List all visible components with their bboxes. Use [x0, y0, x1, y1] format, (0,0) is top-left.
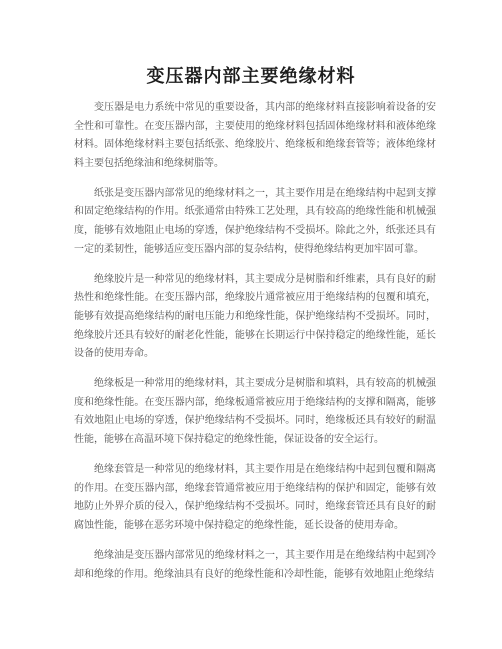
paragraph-4: 绝缘板是一种常用的绝缘材料，其主要成分是树脂和填料，具有较高的机械强度和绝缘性能。在变压器内部，绝缘板通常被应用于绝缘结构的支撑和隔离，能够有效地阻止电场的穿透，保护绝缘结构不受损坏。同时，绝缘板还具有较好的耐温性能，能够在高温环境下保持稳定的绝缘性能，保证设备的安全运行。 — [74, 378, 436, 445]
paragraph-5: 绝缘套管是一种常见的绝缘材料，其主要作用是在绝缘结构中起到包覆和隔离的作用。在变压器内部，绝缘套管通常被应用于绝缘结构的保护和固定，能够有效地防止外界介质的侵入，保护绝缘结构不受损坏。同时，绝缘套管还具有良好的耐腐蚀性能，能够在恶劣环境中保持稳定的绝缘性能，延长设备的使用寿命。 — [74, 464, 436, 531]
paragraph-2: 纸张是变压器内部常见的绝缘材料之一，其主要作用是在绝缘结构中起到支撑和固定绝缘结构的作用。纸张通常由特殊工艺处理，具有较高的绝缘性能和机械强度，能够有效地阻止电场的穿透，保护绝缘结构不受损坏。除此之外，纸张还具有一定的柔韧性，能够适应变压器内部的复杂结构，使得绝缘结构更加牢固可靠。 — [74, 187, 436, 255]
paragraph-1: 变压器是电力系统中常见的重要设备，其内部的绝缘材料直接影响着设备的安全性和可靠性。在变压器内部，主要使用的绝缘材料包括固体绝缘材料和液体绝缘材料。固体绝缘材料主要包括纸张、绝缘胶片、绝缘板和绝缘套管等；液体绝缘材料主要包括绝缘油和绝缘树脂等。 — [74, 102, 436, 169]
paragraph-3: 绝缘胶片是一种常见的绝缘材料，其主要成分是树脂和纤维素，具有良好的耐热性和绝缘性能。在变压器内部，绝缘胶片通常被应用于绝缘结构的包覆和填充，能够有效提高绝缘结构的耐电压能力和绝缘性能，保护绝缘结构不受损坏。同时，绝缘胶片还具有较好的耐老化性能，能够在长期运行中保持稳定的绝缘性能，延长设备的使用寿命。 — [74, 273, 436, 360]
document-body — [74, 99, 436, 596]
page-title: 变压器内部主要绝缘材料 — [146, 66, 356, 87]
paragraph-6: 绝缘油是变压器内部常见的绝缘材料之一，其主要作用是在绝缘结构中起到冷却和绝缘的作用。绝缘油具有良好的绝缘性能和冷却性能，能够有效地阻止绝缘结 — [74, 549, 436, 580]
